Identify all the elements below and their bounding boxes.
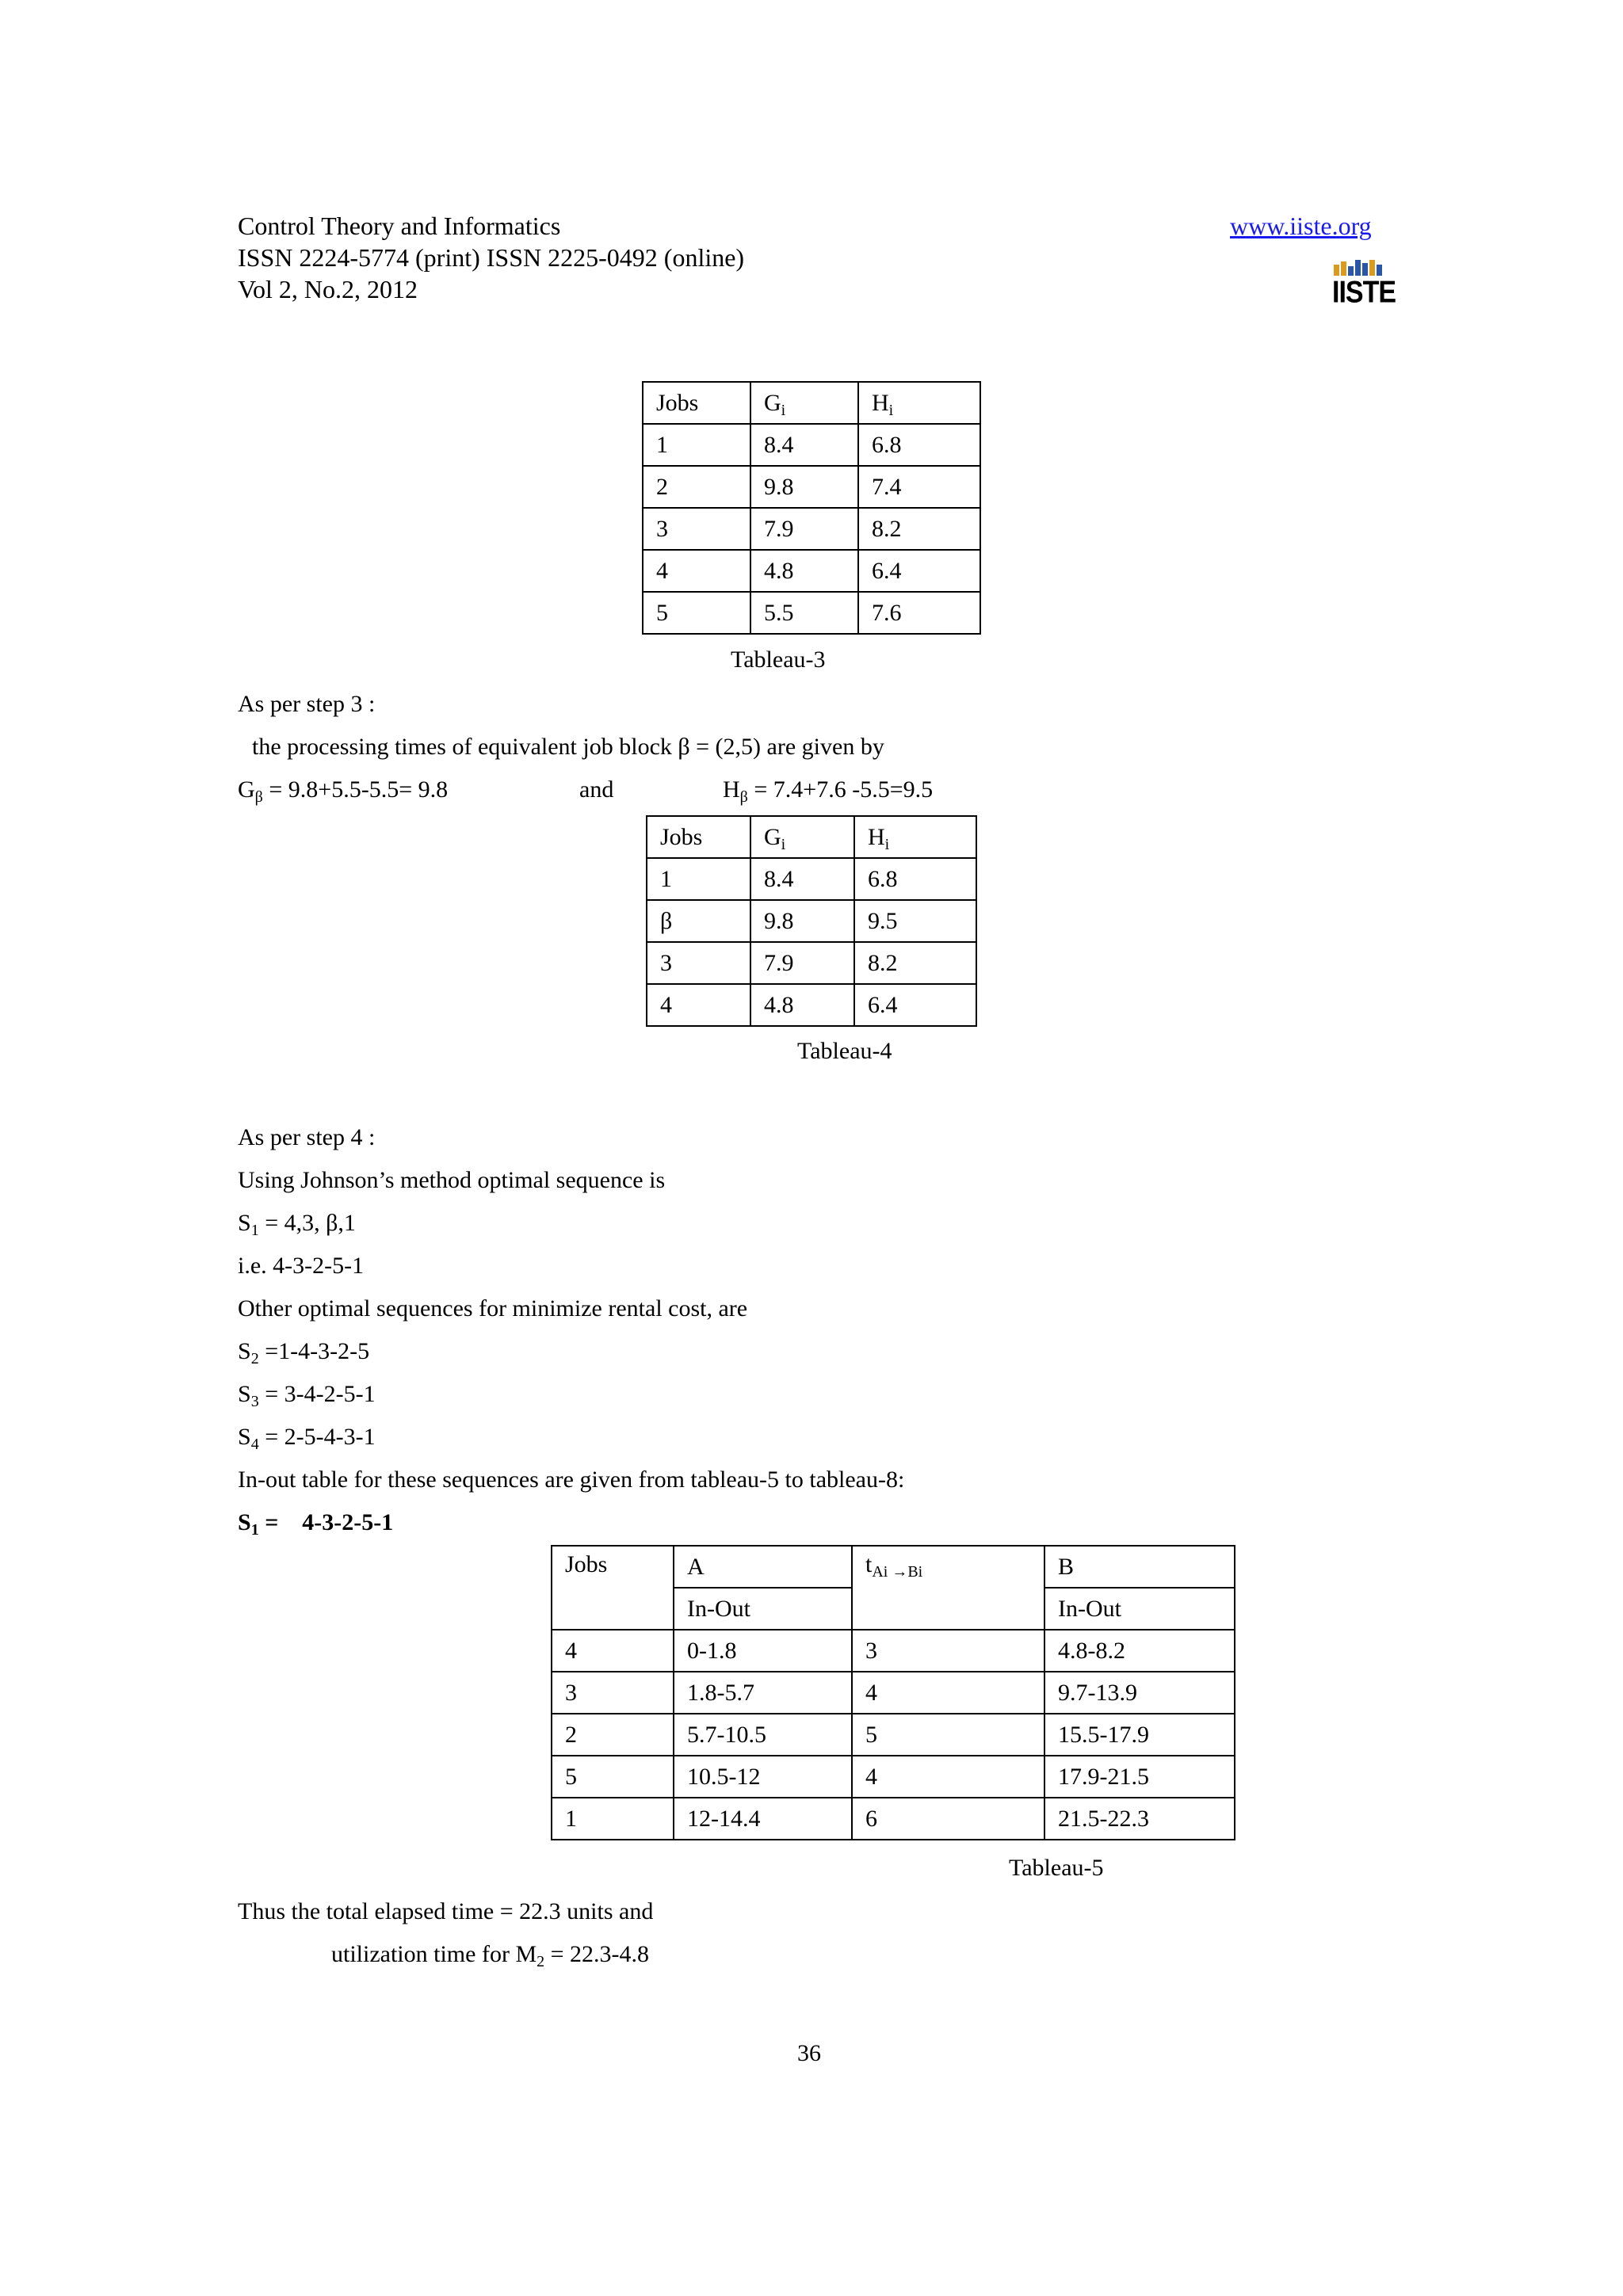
tableau-3	[642, 381, 981, 635]
h-beta-equation: $H_\beta = 7.4+7.6$ -5.5=9.5	[723, 776, 934, 806]
table-row: 1 8.4 6.8	[643, 424, 980, 466]
tableau-3-caption: Tableau-3	[731, 646, 826, 673]
col-a-inout: In-Out	[674, 1588, 852, 1630]
table-row: 4 4.8 6.4	[643, 550, 980, 592]
col-transport: $t_{Ai \to Bi}$	[852, 1546, 1044, 1630]
tableau-4	[646, 815, 977, 1027]
tableau-5	[551, 1545, 1235, 1840]
col-h: $H_i$	[858, 382, 980, 424]
s1-sequence: $S_1 = 4,3$, β,1	[238, 1210, 356, 1239]
tableau-4-caption: Tableau-4	[797, 1038, 892, 1064]
volume-line: Vol 2, No.2, 2012	[238, 275, 418, 303]
elapsed-time-line: Thus the total elapsed time = 22.3 units and	[238, 1898, 654, 1924]
table-header-row	[643, 382, 980, 424]
s2-sequence: $S_2 =1-4-3-2-5$	[238, 1338, 370, 1367]
and-text: and	[579, 776, 614, 803]
table-row: 5 5.5 7.6	[643, 592, 980, 634]
col-jobs: Jobs	[643, 382, 750, 424]
col-a: A	[674, 1546, 852, 1588]
ie-line: i.e. 4-3-2-5-1	[238, 1253, 365, 1279]
step3-line: the processing times of equivalent job block β = (2,5) are given by	[252, 734, 884, 760]
utilization-line: utilization time for $M_2 = 22.3-4.8$	[331, 1941, 650, 1970]
table-row: 3 7.9 8.2	[647, 942, 976, 984]
step4-heading: As per step 4 :	[238, 1124, 376, 1150]
col-b: B	[1044, 1546, 1235, 1588]
other-sequences-line: Other optimal sequences for minimize rental cost, are	[238, 1295, 748, 1322]
logo-text: IISTE	[1332, 275, 1396, 310]
iiste-logo	[1332, 258, 1396, 311]
table-row: 2 9.8 7.4	[643, 466, 980, 508]
table-row: 4 4.8 6.4	[647, 984, 976, 1026]
table-row: 3 1.8-5.7 4 9.7-13.9	[552, 1672, 1235, 1714]
table-row: 2 5.7-10.5 5 15.5-17.9	[552, 1714, 1235, 1756]
table-row: β 9.8 9.5	[647, 900, 976, 942]
johnson-line: Using Johnson’s method optimal sequence is	[238, 1167, 666, 1193]
step3-heading: As per step 3 :	[238, 691, 376, 717]
g-beta-equation: $G_\beta = 9.8+5.5-5.5= 9.8$	[238, 776, 449, 806]
journal-title: Control Theory and Informatics	[238, 212, 561, 240]
s4-sequence: $S_4 = 2-5-4-3-1$	[238, 1424, 376, 1453]
table-header-row	[647, 816, 976, 858]
table-row: 5 10.5-12 4 17.9-21.5	[552, 1756, 1235, 1798]
website-link[interactable]: www.iiste.org	[1230, 212, 1372, 240]
inout-line: In-out table for these sequences are given from tableau-5 to tableau-8:	[238, 1466, 905, 1493]
table-row: 1 12-14.4 6 21.5-22.3	[552, 1798, 1235, 1840]
logo-bars-icon	[1332, 258, 1386, 276]
col-g: $G_i$	[750, 382, 858, 424]
tableau-5-caption: Tableau-5	[1009, 1855, 1104, 1881]
col-jobs: Jobs	[647, 816, 750, 858]
col-g: $G_i$	[750, 816, 854, 858]
table-row: 1 8.4 6.8	[647, 858, 976, 900]
col-h: $H_i$	[854, 816, 976, 858]
table-row: 3 7.9 8.2	[643, 508, 980, 550]
table-header-row	[552, 1546, 1235, 1588]
col-b-inout: In-Out	[1044, 1588, 1235, 1630]
col-jobs: Jobs	[552, 1546, 674, 1630]
s1-heading: $S_1 = 4-3-2-5-1$	[238, 1509, 394, 1539]
issn-line: ISSN 2224-5774 (print) ISSN 2225-0492 (online)	[238, 243, 745, 272]
s3-sequence: $S_3 = 3-4-2-5-1$	[238, 1381, 376, 1410]
page-number: 36	[797, 2040, 821, 2066]
table-row: 4 0-1.8 3 4.8-8.2	[552, 1630, 1235, 1672]
